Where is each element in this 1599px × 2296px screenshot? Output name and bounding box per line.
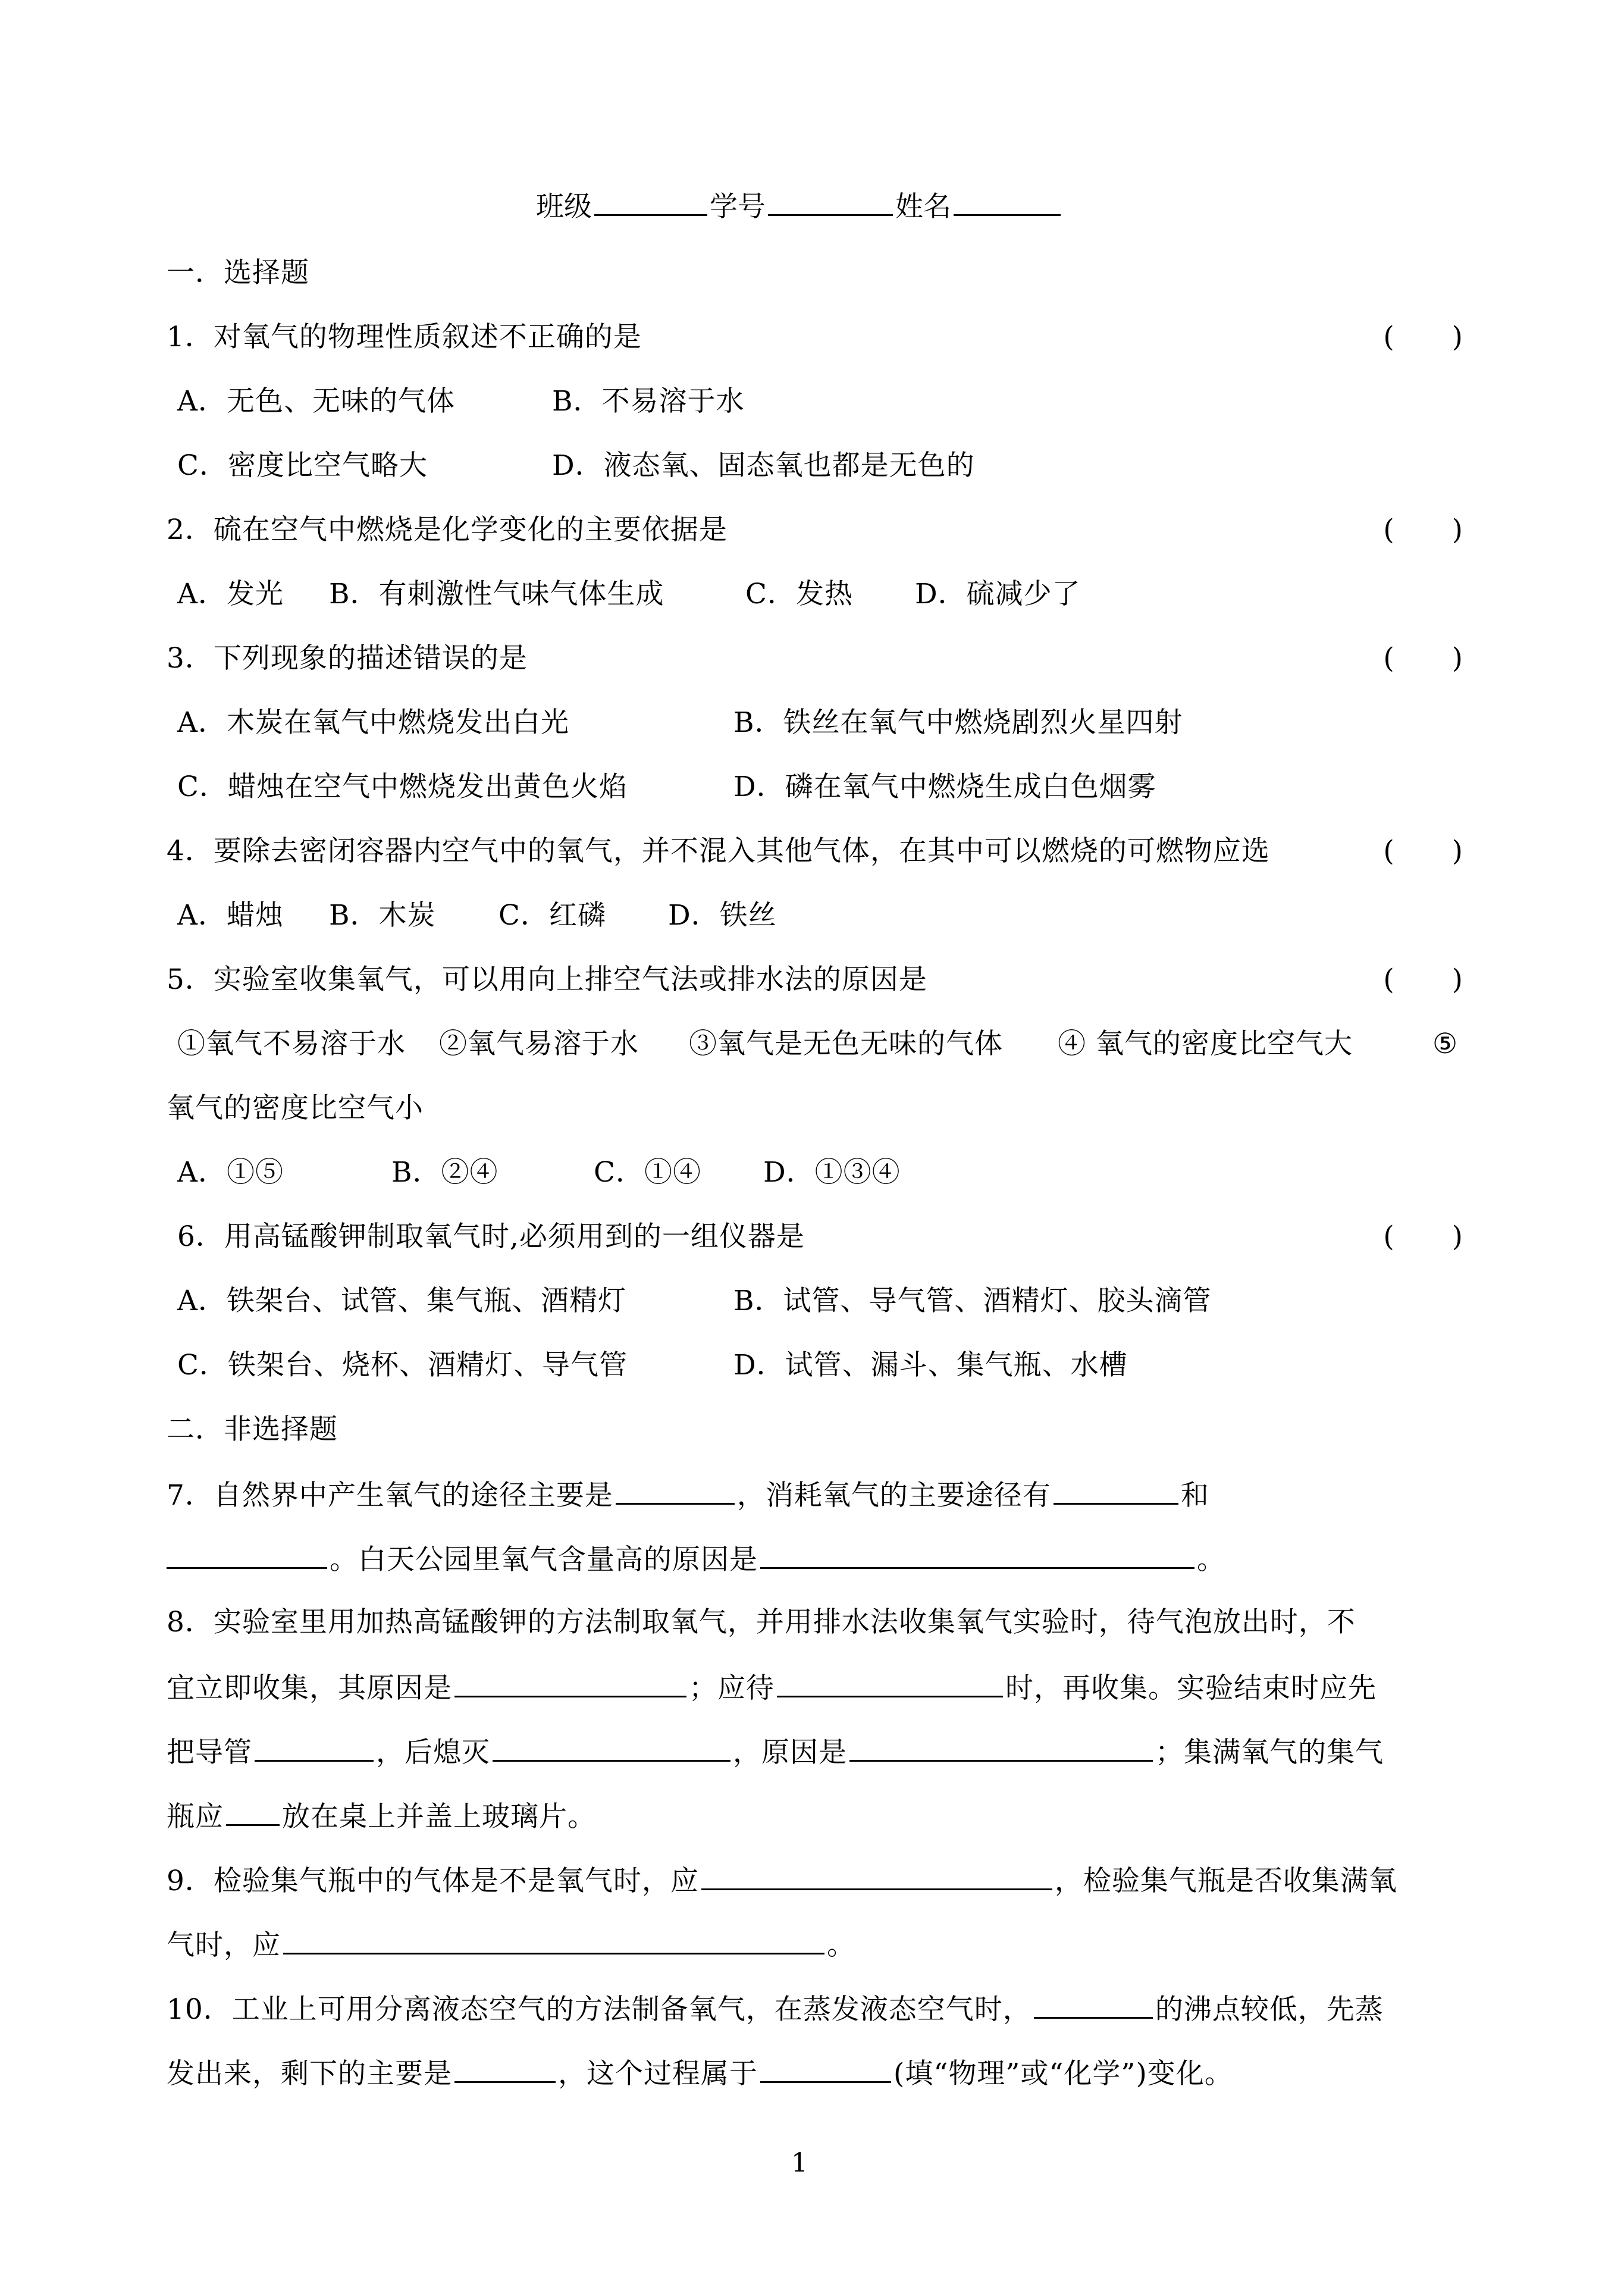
answer-blank[interactable]: [1034, 1991, 1153, 2019]
option-b: B．不易溶于水: [552, 385, 745, 418]
option-c: C．发热: [745, 578, 853, 610]
question-8-line3: [167, 1734, 1463, 1770]
statement-4: ④ 氧气的密度比空气大: [1058, 1028, 1353, 1060]
question-8-text: 把导管: [167, 1736, 252, 1769]
question-5-stem: 5．实验室收集氧气，可以用向上排空气法或排水法的原因是: [167, 963, 927, 996]
question-10-text: ，这个过程属于: [558, 2057, 758, 2090]
question-8-text: ；应待: [689, 1672, 775, 1705]
question-9-line1: [167, 1862, 1463, 1899]
answer-blank[interactable]: [255, 1734, 374, 1762]
question-4-options: [177, 898, 1474, 933]
option-c: C．密度比空气略大: [177, 449, 428, 482]
question-7-line2: [167, 1541, 1463, 1577]
question-8-text: 瓶应: [167, 1800, 224, 1833]
question-9-text: ，检验集气瓶是否收集满氧: [1054, 1865, 1397, 1897]
answer-bracket-6[interactable]: ( ): [1383, 1220, 1463, 1253]
statement-1: ①氧气不易溶于水: [177, 1028, 406, 1060]
question-8-text: ，后熄灭: [376, 1736, 490, 1769]
answer-blank[interactable]: [760, 2055, 891, 2083]
question-10-line1: [167, 1991, 1463, 2027]
option-a: A．蜡烛: [177, 899, 284, 932]
answer-blank[interactable]: [454, 1669, 686, 1697]
question-10-text: 的沸点较低，先蒸: [1155, 1993, 1384, 2026]
question-8-line4: [167, 1798, 1463, 1834]
option-a: A．发光: [177, 578, 284, 610]
option-c: C．红磷: [498, 899, 606, 932]
section-title-non-choice: 二．非选择题: [167, 1413, 338, 1446]
statement-5-marker: ⑤: [1432, 1028, 1459, 1060]
option-c: C．铁架台、烧杯、酒精灯、导气管: [177, 1349, 628, 1382]
question-10-text: (填“物理”或“化学”)变化。: [893, 2057, 1233, 2090]
question-8-text: 放在桌上并盖上玻璃片。: [282, 1800, 596, 1833]
question-7-text: ，消耗氧气的主要途径有: [736, 1479, 1051, 1512]
question-6-stem: 6．用高锰酸钾制取氧气时,必须用到的一组仪器是: [177, 1220, 805, 1253]
question-10-text: 10．工业上可用分离液态空气的方法制备氧气，在蒸发液态空气时，: [167, 1993, 1031, 2026]
option-d: D．液态氧、固态氧也都是无色的: [552, 449, 975, 482]
question-10-line2: [167, 2055, 1463, 2091]
answer-bracket-5[interactable]: ( ): [1383, 963, 1463, 996]
question-9-text: 9．检验集气瓶中的气体是不是氧气时，应: [167, 1865, 699, 1897]
question-9-text: 。: [827, 1929, 855, 1962]
answer-bracket-2[interactable]: ( ): [1383, 513, 1463, 546]
question-1-options-row2: [177, 449, 1474, 483]
option-d: D．磷在氧气中燃烧生成白色烟雾: [733, 770, 1156, 803]
answer-blank[interactable]: [226, 1798, 280, 1826]
answer-blank[interactable]: [1054, 1477, 1178, 1505]
question-6-options-row2: [177, 1348, 1474, 1383]
question-3-options-row2: [177, 770, 1474, 804]
section-title-choice: 一．选择题: [167, 256, 309, 289]
answer-blank[interactable]: [760, 1541, 1194, 1569]
question-2-options: [177, 577, 1474, 612]
question-2: [167, 513, 1463, 547]
question-9-line2: [167, 1927, 1463, 1963]
name-label: 姓名: [895, 190, 951, 223]
statement-3: ③氧气是无色无味的气体: [689, 1028, 1003, 1060]
option-b: B．木炭: [329, 899, 436, 932]
option-a: A．①⑤: [177, 1156, 284, 1189]
question-5-statements: [177, 1027, 1474, 1061]
student-info-header: [0, 188, 1599, 224]
option-a: A．无色、无味的气体: [177, 385, 455, 418]
question-8-text: ；集满氧气的集气: [1155, 1736, 1384, 1769]
answer-blank[interactable]: [777, 1669, 1003, 1697]
answer-bracket-4[interactable]: ( ): [1383, 835, 1463, 867]
question-7-text: 。: [1197, 1543, 1225, 1576]
question-4-stem: 4．要除去密闭容器内空气中的氧气，并不混入其他气体，在其中可以燃烧的可燃物应选: [167, 835, 1270, 867]
question-3: [167, 641, 1463, 676]
question-9-text: 气时，应: [167, 1929, 281, 1962]
answer-blank[interactable]: [849, 1734, 1153, 1762]
option-a: A．木炭在氧气中燃烧发出白光: [177, 706, 569, 739]
student-id-label: 学号: [710, 190, 766, 223]
question-1-stem: 1．对氧气的物理性质叙述不正确的是: [167, 321, 642, 353]
answer-blank[interactable]: [701, 1862, 1052, 1890]
statement-5: 氧气的密度比空气小: [167, 1092, 424, 1124]
page-number: 1: [791, 2148, 808, 2178]
question-5-options: [177, 1155, 1474, 1190]
question-8-line1: 8．实验室里用加热高锰酸钾的方法制取氧气，并用排水法收集氧气实验时，待气泡放出时，不: [167, 1606, 1356, 1639]
question-3-stem: 3．下列现象的描述错误的是: [167, 642, 528, 675]
statement-2: ②氧气易溶于水: [439, 1028, 639, 1060]
question-1: [167, 320, 1463, 355]
option-b: B．试管、导气管、酒精灯、胶头滴管: [733, 1285, 1212, 1317]
question-10-text: 发出来，剩下的主要是: [167, 2057, 452, 2090]
option-c: C．①④: [594, 1156, 701, 1189]
question-1-options-row1: [177, 384, 1474, 419]
question-8-line2: [167, 1669, 1463, 1706]
question-8-text: 时，再收集。实验结束时应先: [1005, 1672, 1377, 1705]
answer-blank[interactable]: [493, 1734, 730, 1762]
answer-blank[interactable]: [167, 1541, 327, 1569]
option-d: D．①③④: [763, 1156, 901, 1189]
name-field[interactable]: [954, 188, 1061, 216]
question-8-text: 宜立即收集，其原因是: [167, 1672, 452, 1705]
question-5: [167, 963, 1463, 997]
question-8-text: ，原因是: [733, 1736, 847, 1769]
option-d: D．硫减少了: [915, 578, 1081, 610]
option-b: B．有刺激性气味气体生成: [329, 578, 664, 610]
answer-blank[interactable]: [454, 2055, 556, 2083]
question-7-line1: [167, 1477, 1463, 1513]
option-d: D．试管、漏斗、集气瓶、水槽: [733, 1349, 1128, 1382]
option-c: C．蜡烛在空气中燃烧发出黄色火焰: [177, 770, 628, 803]
class-label: 班级: [536, 190, 592, 223]
option-b: B．铁丝在氧气中燃烧剧烈火星四射: [733, 706, 1183, 739]
question-4: [167, 834, 1463, 869]
student-id-field[interactable]: [768, 188, 893, 216]
answer-blank[interactable]: [283, 1927, 824, 1954]
question-7-text: 。白天公园里氧气含量高的原因是: [330, 1543, 758, 1576]
answer-bracket-1[interactable]: ( ): [1383, 321, 1463, 353]
answer-blank[interactable]: [616, 1477, 735, 1505]
question-7-text: 和: [1180, 1479, 1209, 1512]
option-a: A．铁架台、试管、集气瓶、酒精灯: [177, 1285, 626, 1317]
question-7-text: 7．自然界中产生氧气的途径主要是: [167, 1479, 613, 1512]
class-field[interactable]: [594, 188, 707, 216]
option-b: B．②④: [391, 1156, 498, 1189]
option-d: D．铁丝: [668, 899, 777, 932]
question-2-stem: 2．硫在空气中燃烧是化学变化的主要依据是: [167, 513, 728, 546]
question-3-options-row1: [177, 706, 1474, 740]
answer-bracket-3[interactable]: ( ): [1383, 642, 1463, 675]
question-6-options-row1: [177, 1284, 1474, 1318]
question-6: [177, 1220, 1474, 1254]
